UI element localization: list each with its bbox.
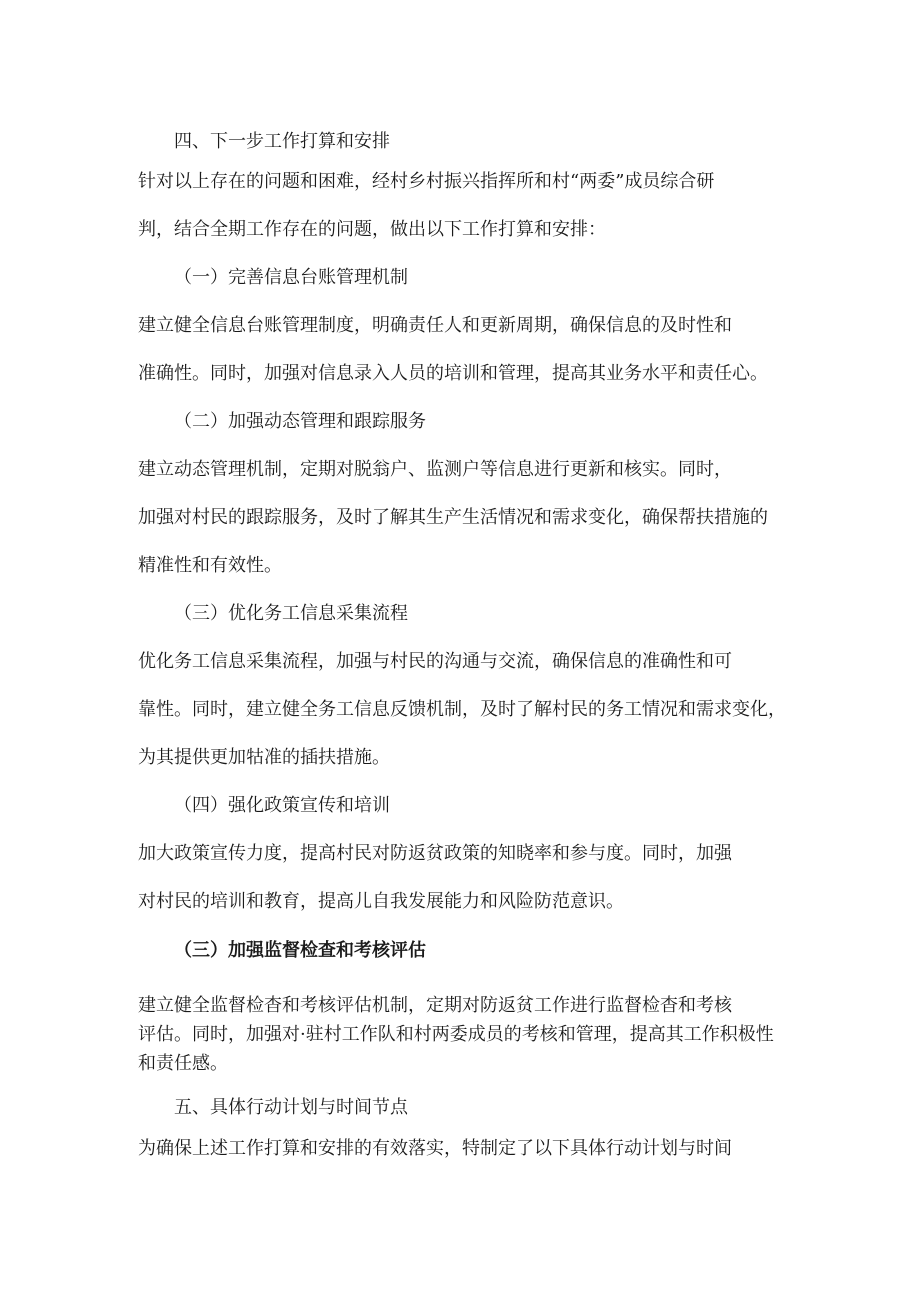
subsection-4-heading: （四）强化政策宣传和培训	[174, 795, 390, 816]
subsection-2-heading: （二）加强动态管理和跟踪服务	[174, 411, 426, 432]
section-4-heading: 四、下一步工作打算和安排	[174, 131, 390, 152]
subsection-5-body: 建立健全监督检杳和考核评估机制，定期对防返贫工作进行监督检杳和考核 评估。同时，加强对·驻村工作队和村两委成员的考核和管理，提高其工作积极性 和责任感。	[138, 995, 774, 1074]
subsection-5-heading: （三）加强监督检查和考核评估	[174, 940, 426, 961]
subsection-1-body: 建立健全信息台账管理制度，明确责任人和更新周期，确保信息的及时性和 准确性。同时，加强对信息录入人员的培训和管理，提高其业务水平和责任心。	[138, 315, 768, 384]
section-5-intro: 为确保上述工作打算和安排的有效落实，特制定了以下具体行动计划与时间	[138, 1138, 732, 1159]
subsection-4-body: 加大政策宣传力度，提高村民对防返贫政策的知晓率和参与度。同时，加强 对村民的培训和教育，提高儿自我发展能力和风险防范意识。	[138, 843, 732, 912]
subsection-3-heading: （三）优化务工信息采集流程	[174, 603, 408, 624]
section-5-heading: 五、具体行动计划与时间节点	[174, 1097, 408, 1118]
section-4-intro: 针对以上存在的问题和困难，经村乡村振兴指挥所和村“两委”成员综合研 判，结合全期工作存在的问题，做出以下工作打算和安排：	[138, 171, 715, 240]
subsection-3-body: 优化务工信息采集流程，加强与村民的沟通与交流，确保信息的准确性和可 靠性。同时，建立健全务工信息反馈机制，及时了解村民的务工情况和需求变化， 为其提供更加牯准的插扶措施。	[138, 651, 786, 768]
subsection-1-heading: （一）完善信息台账管理机制	[174, 267, 408, 288]
subsection-2-body: 建立动态管理机制，定期对脱翁户、监测户等信息进行更新和核实。同时， 加强对村民的跟踪服务，及时了解其生产生活情况和需求变化，确保帮扶措施的 精准性和有效性。	[138, 459, 768, 576]
